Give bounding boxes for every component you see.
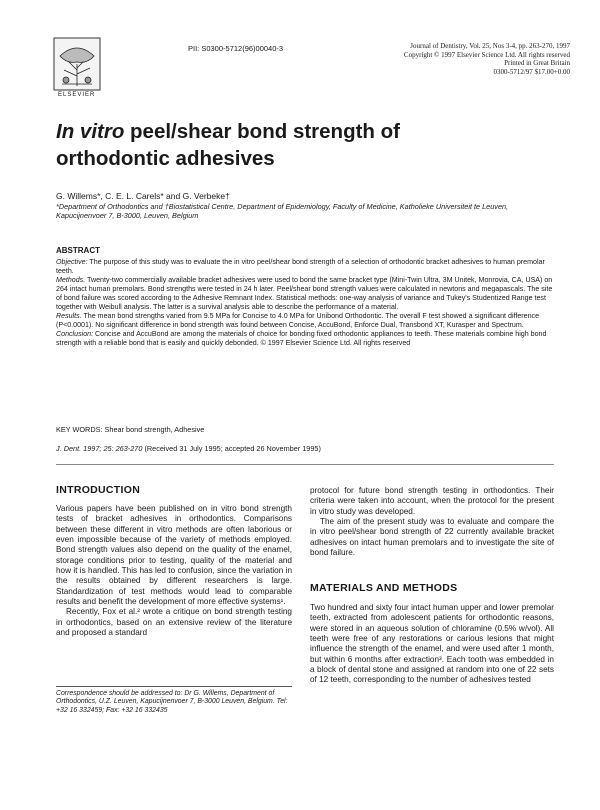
correspondence-footnote: Correspondence should be addressed to: Dr G. Willems, Department of Orthodontics, U.Z. Leuven, Kapucijnenvoer 7, B-3000 Leuven, Belgium. Tel: +32 16 332459; Fax: +32 16 332435 bbox=[56, 690, 288, 714]
affiliation: *Department of Orthodontics and †Biostatistical Centre, Department of Epidemiology, Faculty of Medicine, Katholieke Universiteit te Leuven, Kapucijnenvoer 7, B-3000, Leuven, Belgium bbox=[56, 202, 509, 220]
footnote-divider bbox=[56, 686, 292, 687]
divider bbox=[56, 464, 554, 465]
keywords-label: KEY WORDS: bbox=[56, 425, 103, 434]
printed-in: Printed in Great Britain bbox=[504, 59, 570, 68]
abstract-results bbox=[56, 312, 554, 330]
title-italic: In vitro bbox=[56, 120, 125, 143]
materials-heading: MATERIALS AND METHODS bbox=[310, 582, 458, 594]
introduction-body bbox=[56, 504, 292, 638]
objective-label: Objective: bbox=[56, 257, 88, 266]
journal-info bbox=[404, 42, 570, 76]
methods-text: Twenty-two commercially available bracket adhesives were used to bond the same bracket type (Mini-Twin Ultra, 3M Unitek, Monrovia, CA, USA) on 264 intact human premolars. Bond strengths were tested in 24 h later. Peel/shear bond strength values were calculated in newtons and megapascals. The site of bond failure was scored according to the Adhesive Remnant Index. Statistical methods: one-way analysis of variance and Tukey's Studentized Range test together with Weibull analysis. The latter is a survival analysis able to describe the performance of a material. bbox=[56, 275, 553, 311]
introduction-continued bbox=[310, 486, 554, 558]
results-label: Results. bbox=[56, 311, 82, 320]
paper-title bbox=[56, 118, 400, 172]
journal-reference bbox=[56, 444, 321, 453]
intro-paragraph-4: The aim of the present study was to evaluate and compare the in vitro peel/shear bond strength of 22 currently available bracket adhesives on intact human premolars and to investigate the site of bond failure. bbox=[310, 517, 554, 558]
journal-citation: Journal of Dentistry, Vol. 25, Nos 3-4, pp. 263-270, 1997 bbox=[410, 42, 570, 50]
methods-label: Methods. bbox=[56, 275, 86, 284]
copyright: Copyright © 1997 Elsevier Science Ltd. All rights reserved bbox=[403, 50, 570, 59]
results-text: The mean bond strengths varied from 9.5 MPa for Concise to 4.0 MPa for Unibond Orthodontic. The overall F test showed a significant difference (P<0.0001). No significant difference in bond strength was found between Concise, AccuBond, Enforce Dual, Transbond XT, Kurasper and Spectrum. bbox=[56, 311, 540, 329]
abstract-methods bbox=[56, 276, 554, 312]
keywords-text: Shear bond strength, Adhesive bbox=[102, 425, 205, 434]
materials-paragraph-1: Two hundred and sixty four intact human upper and lower premolar teeth, extracted from adolescent patients for orthodontic reasons, were stored in an aqueous solution of chloramine (0.5% w/vol). All teeth were free of any restorations or carious lesions that might influence the strength of the enamel, and were used after 1 month, but within 6 months after extraction³. Each tooth was embedded in a block of dental stone and assigned at random into one of 22 sets of 12 teeth, corresponding to the number of adhesives tested bbox=[310, 603, 554, 685]
title-line2: orthodontic adhesives bbox=[56, 147, 275, 170]
elsevier-logo bbox=[52, 36, 102, 94]
intro-paragraph-1: Various papers have been published on in vitro bond strength tests of bracket adhesives in orthodontics. Comparisons between these different in vitro methods are often laborious or even impossible because of the variety of methods employed. Bond strength values also depend on the quality of the enamel, storage conditions prior to testing, quality of the material and how it is handled. This has led to confusion, since the variation in the results obtained by different researchers is large. Standardization of test methods would lead to comparable results and benefit the development of more effective systems¹. bbox=[56, 504, 292, 607]
materials-body bbox=[310, 603, 554, 686]
jref-prefix: J. Dent. 1997; 25: 263-270 bbox=[56, 444, 143, 453]
conclusion-text: Concise and AccuBond are among the materials of choice for bonding fixed orthodontic appliances to teeth. These materials combine high bond strength with a reliable bond that is easily and quickly debonded. © 1997 Elsevier Science Ltd. All rights reserved bbox=[56, 329, 547, 347]
abstract-objective bbox=[56, 258, 554, 276]
conclusion-label: Conclusion: bbox=[56, 329, 94, 338]
jref-dates: (Received 31 July 1995; accepted 26 November 1995) bbox=[142, 444, 321, 453]
introduction-heading: INTRODUCTION bbox=[56, 484, 141, 496]
abstract-conclusion bbox=[56, 330, 554, 348]
intro-paragraph-3: protocol for future bond strength testing in orthodontics. Their criteria were taken into account, when the protocol for the present in vitro study was developed. bbox=[310, 486, 554, 516]
pii-code: PII: S0300-5712(96)00040-3 bbox=[188, 44, 284, 53]
abstract-heading: ABSTRACT bbox=[56, 246, 100, 255]
intro-paragraph-2: Recently, Fox et al.² wrote a critique on bond strength testing in orthodontics, based on an extensive review of the literature and proposed a standard bbox=[56, 607, 292, 638]
title-rest: peel/shear bond strength of bbox=[124, 120, 400, 143]
abstract bbox=[56, 247, 554, 347]
objective-text: The purpose of this study was to evaluate the in vitro peel/shear bond strength of a selection of orthodontic bracket adhesives to human premolar teeth. bbox=[56, 257, 545, 275]
keywords bbox=[56, 425, 204, 434]
publisher-name: ELSEVIER bbox=[58, 92, 96, 98]
authors: G. Willems*, C. E. L. Carels* and G. Verbeke† bbox=[56, 191, 230, 201]
issn-price: 0300-5712/97 $17.00+0.00 bbox=[493, 67, 570, 76]
